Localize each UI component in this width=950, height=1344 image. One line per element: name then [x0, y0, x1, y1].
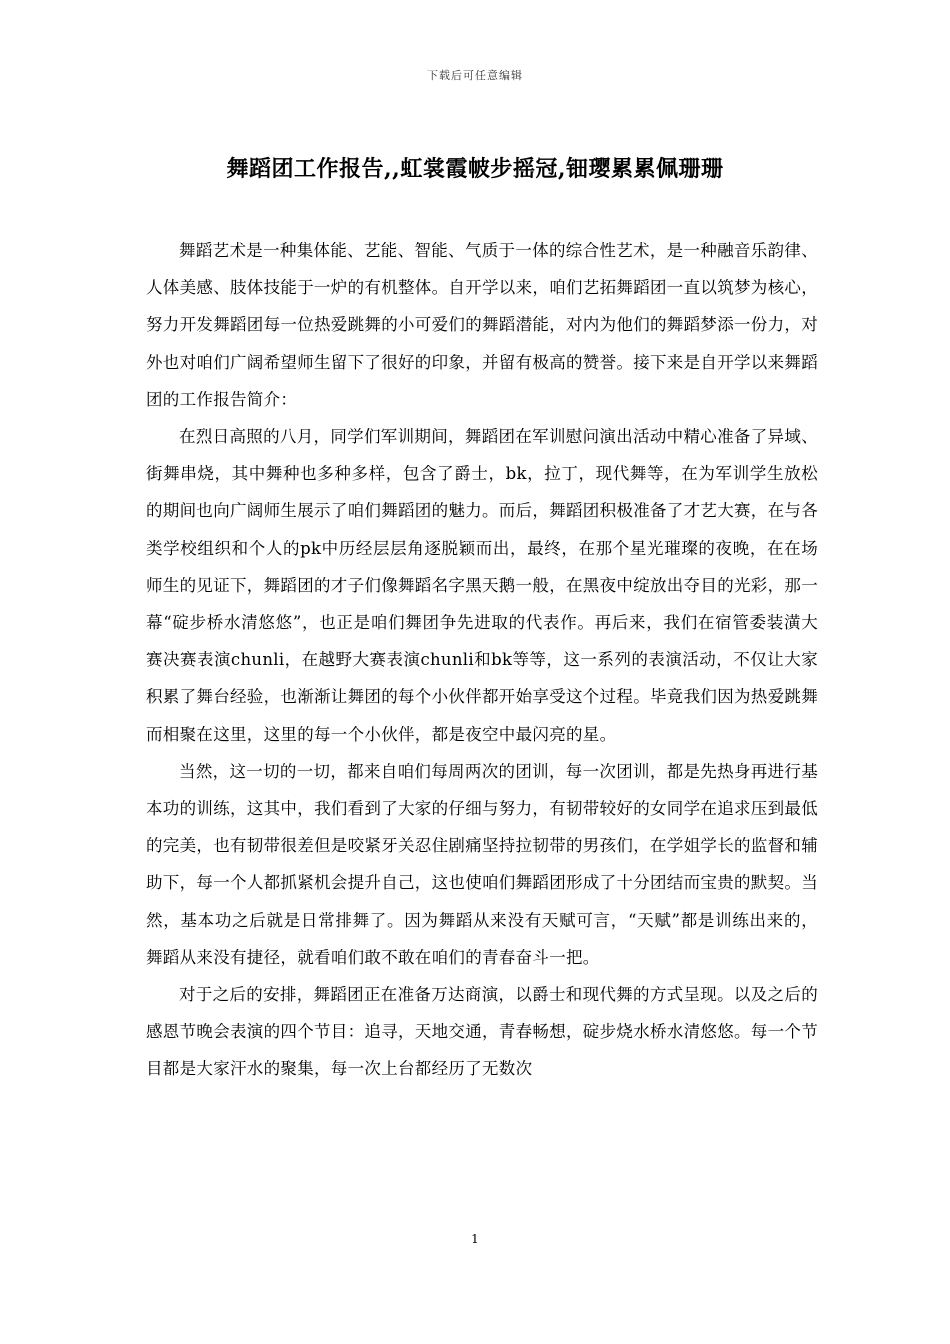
paragraph-intro: 舞蹈艺术是一种集体能、艺能、智能、气质于一体的综合性艺术，是一种融音乐韵律、人体美感、肢体技能于一炉的有机整体。自开学以来，咱们艺拓舞蹈团一直以筑梦为核心，努力开发舞蹈团每一位热爱跳舞的小可爱们的舞蹈潜能，对内为他们的舞蹈梦添一份力，对外也对咱们广阔希望师生留下了很好的印象，并留有极高的赞誉。接下来是自开学以来舞蹈团的工作报告简介： — [146, 241, 818, 409]
page-number: 1 — [471, 1232, 479, 1246]
header-note: 下载后可任意编辑 — [427, 69, 523, 82]
document-body — [146, 232, 818, 1088]
paragraph-training: 当然，这一切的一切，都来自咱们每周两次的团训，每一次团训，都是先热身再进行基本功的训练，这其中，我们看到了大家的仔细与努力，有韧带较好的女同学在追求压到最低的完美，也有韧带很差但是咬紧牙关忍住剧痛坚持拉韧带的男孩们，在学姐学长的监督和辅助下，每一个人都抓紧机会提升自己，这也使咱们舞蹈团形成了十分团结而宝贵的默契。当然，基本功之后就是日常排舞了。因为舞蹈从来没有天赋可言，“天赋”都是训练出来的，舞蹈从来没有捷径，就看咱们敢不敢在咱们的青春奋斗一把。 — [146, 761, 818, 967]
document-title: 舞蹈团工作报告,,虹裳霞帔步摇冠,钿璎累累佩珊珊 — [226, 156, 724, 182]
paragraph-future-plans: 对于之后的安排，舞蹈团正在准备万达商演，以爵士和现代舞的方式呈现。以及之后的感恩节晚会表演的四个节目：追寻，天地交通，青春畅想，碇步烧水桥水清悠悠。每一个节目都是大家汗水的聚集，每一次上台都经历了无数次 — [146, 985, 818, 1079]
paragraph-performances: 在烈日高照的八月，同学们军训期间，舞蹈团在军训慰问演出活动中精心准备了异域、街舞串烧，其中舞种也多种多样，包含了爵士，bk，拉丁，现代舞等，在为军训学生放松的期间也向广阔师生展示了咱们舞蹈团的魅力。而后，舞蹈团积极准备了才艺大赛，在与各类学校组织和个人的pk中历经层层角逐脱颖而出，最终，在那个星光璀璨的夜晚，在在场师生的见证下，舞蹈团的才子们像舞蹈名字黑天鹅一般，在黑夜中绽放出夺目的光彩，那一幕“碇步桥水清悠悠”，也正是咱们舞团争先进取的代表作。再后来，我们在宿管委装潢大赛决赛表演chunli，在越野大赛表演chunli和bk等等，这一系列的表演活动，不仅让大家积累了舞台经验，也渐渐让舞团的每个小伙伴都开始享受这个过程。毕竟我们因为热爱跳舞而相聚在这里，这里的每一个小伙伴，都是夜空中最闪亮的星。 — [146, 427, 818, 744]
